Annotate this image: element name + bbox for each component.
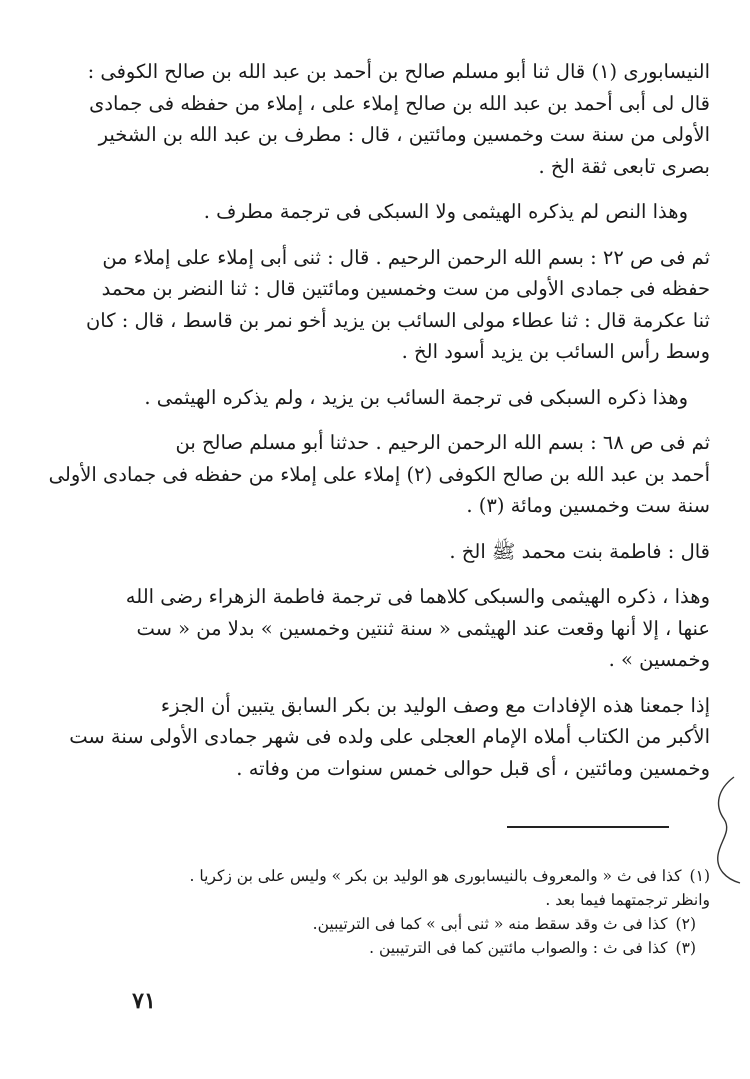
text-line: قال لى أبى أحمد بن عبد الله بن صالح إملاء على ، إملاء من حفظه فى جمادى — [89, 91, 710, 115]
text-line: عنها ، إلا أنها وقعت عند الهيثمى « سنة ثنتين وخمسين » بدلا من « ست — [136, 616, 710, 640]
main-text — [48, 56, 710, 798]
text-line: وخمسين ومائتين ، أى قبل حوالى خمس سنوات من وفاته . — [236, 756, 710, 780]
text-line: الأكبر من الكتاب أملاه الإمام العجلى على ولده فى شهر جمادى الأولى سنة ست — [69, 725, 710, 748]
footnote-number: (١) — [689, 867, 710, 885]
paragraph-1 — [87, 56, 710, 182]
text-line: أحمد بن عبد الله بن صالح الكوفى (٢) إملاء على إملاء من حفظه فى جمادى الأولى — [48, 462, 710, 486]
paragraph-7 — [110, 581, 710, 676]
paragraph-2 — [110, 196, 710, 228]
footnote-text: كذا فى ث وقد سقط منه « ثنى أبى » كما فى الترتيبين. — [312, 915, 668, 933]
text-line: سنة ست وخمسين ومائة (٣) . — [466, 494, 710, 517]
text-line: وخمسين » . — [608, 648, 710, 671]
text-line: وهذا ، ذكره الهيثمى والسبكى كلاهما فى ترجمة فاطمة الزهراء رضى الله — [125, 585, 710, 608]
text-line: ثم فى ص ٦٨ : بسم الله الرحمن الرحيم . حدثنا أبو مسلم صالح بن — [175, 431, 710, 454]
paragraph-8 — [69, 690, 710, 785]
footnote-2 — [110, 912, 710, 936]
page-number: ٧١ — [132, 988, 156, 1014]
paragraph-6 — [110, 536, 710, 568]
footnotes — [110, 864, 710, 960]
text-line: ثم فى ص ٢٢ : بسم الله الرحمن الرحيم . قال : ثنى أبى إملاء على إملاء من — [102, 245, 710, 269]
text-line: الأولى من سنة ست وخمسين ومائتين ، قال : مطرف بن عبد الله بن الشخير — [98, 123, 710, 146]
footnote-separator — [507, 826, 669, 828]
text-line: إذا جمعنا هذه الإفادات مع وصف الوليد بن بكر السابق يتبين أن الجزء — [160, 693, 710, 717]
text-line: قال : فاطمة بنت محمد ﷺ الخ . — [449, 539, 710, 563]
paragraph-5 — [48, 427, 710, 522]
text-line: حفظه فى جمادى الأولى من ست وخمسين ومائتين قال : ثنا النضر بن محمد — [101, 277, 710, 300]
text-line: بصرى تابعى ثقة الخ . — [538, 154, 710, 178]
footnote-text: وانظر ترجمتهما فيما بعد . — [545, 891, 710, 909]
binding-edge-mark — [712, 775, 742, 885]
footnote-text: كذا فى ث : والصواب مائتين كما فى الترتيبين . — [369, 939, 668, 957]
text-line: وسط رأس السائب بن يزيد أسود الخ . — [401, 340, 710, 363]
footnote-number: (٣) — [675, 939, 696, 957]
text-line: ثنا عكرمة قال : ثنا عطاء مولى السائب بن يزيد أخو نمر بن قاسط ، قال : كان — [85, 308, 710, 332]
text-line: النيسابورى (١) قال ثنا أبو مسلم صالح بن أحمد بن عبد الله بن صالح الكوفى : — [87, 60, 710, 83]
paragraph-4 — [110, 382, 710, 414]
footnote-3 — [110, 936, 710, 960]
footnote-1-continued — [110, 888, 710, 912]
footnote-text: كذا فى ث « والمعروف بالنيسابورى هو الوليد بن بكر » وليس على بن زكريا . — [189, 867, 682, 885]
text-line: وهذا ذكره السبكى فى ترجمة السائب بن يزيد ، ولم يذكره الهيثمى . — [144, 385, 688, 409]
footnote-1 — [110, 864, 710, 888]
paragraph-3 — [85, 242, 710, 368]
footnote-number: (٢) — [675, 915, 696, 933]
text-line: وهذا النص لم يذكره الهيثمى ولا السبكى فى ترجمة مطرف . — [203, 200, 688, 223]
